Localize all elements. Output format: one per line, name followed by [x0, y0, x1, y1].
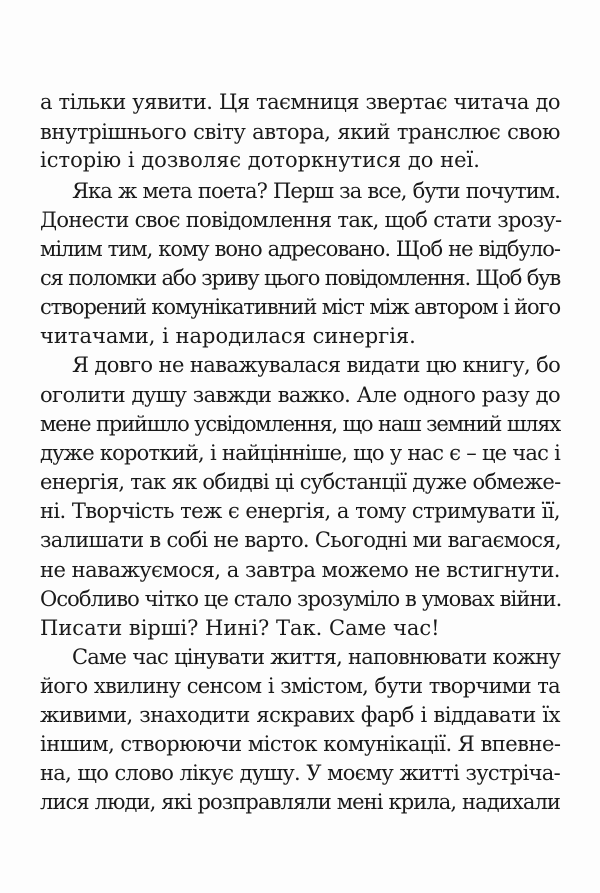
- text-line-7: ся поломки або зриву цього повідомлення. Щоб був: [40, 266, 560, 290]
- text-line-20: Саме час цінувати життя, наповнювати кожну: [72, 645, 560, 669]
- text-line-19: Писати вірші? Нині? Так. Саме час!: [40, 616, 440, 640]
- text-line-1: а тільки уявити. Ця таємниця звертає читача до: [40, 90, 560, 114]
- text-line-22: живими, знаходити яскравих фарб і віддавати їх: [40, 703, 560, 727]
- text-line-12: мене прийшло усвідомлення, що наш земний шлях: [40, 412, 560, 436]
- text-line-10: Я довго не наважувалася видати цю книгу, бо: [72, 353, 561, 377]
- text-line-2: внутрішнього світу автора, який транслює свою: [40, 120, 560, 144]
- text-line-8: створений комунікативний міст між автором і його: [40, 295, 561, 319]
- text-line-16: залишати в собі не варто. Сьогодні ми вагаємося,: [40, 528, 561, 552]
- text-line-24: на, що слово лікує душу. У моєму житті зустріча-: [40, 761, 560, 785]
- text-line-18: Особливо чітко це стало зрозуміло в умовах війни.: [40, 587, 562, 611]
- text-line-25: лися люди, які розправляли мені крила, надихали: [40, 790, 560, 814]
- text-line-6: мілим тим, кому воно адресовано. Щоб не відбуло-: [40, 237, 560, 261]
- text-line-9: читачами, і народилася синергія.: [40, 324, 416, 348]
- text-line-17: не наважуємося, а завтра можемо не встигнути.: [40, 558, 560, 582]
- text-line-23: іншим, створюючи місток комунікації. Я впевне-: [40, 732, 561, 756]
- text-line-14: енергія, так як обидві ці субстанції дуже обмеже-: [40, 470, 561, 494]
- text-line-4: Яка ж мета поета? Перш за все, бути почутим.: [72, 179, 560, 203]
- text-line-3: історію і дозволяє доторкнутися до неї.: [40, 148, 480, 172]
- text-line-21: його хвилину сенсом і змістом, бути творчими та: [40, 674, 560, 698]
- text-line-15: ні. Творчість теж є енергія, а тому стримувати її,: [40, 499, 560, 523]
- text-line-11: оголити душу завжди важко. Але одного разу до: [40, 383, 560, 407]
- text-line-13: дуже короткий, і найцінніше, що у нас є – це час і: [40, 441, 560, 465]
- text-line-5: Донести своє повідомлення так, щоб стати зрозу-: [40, 208, 562, 232]
